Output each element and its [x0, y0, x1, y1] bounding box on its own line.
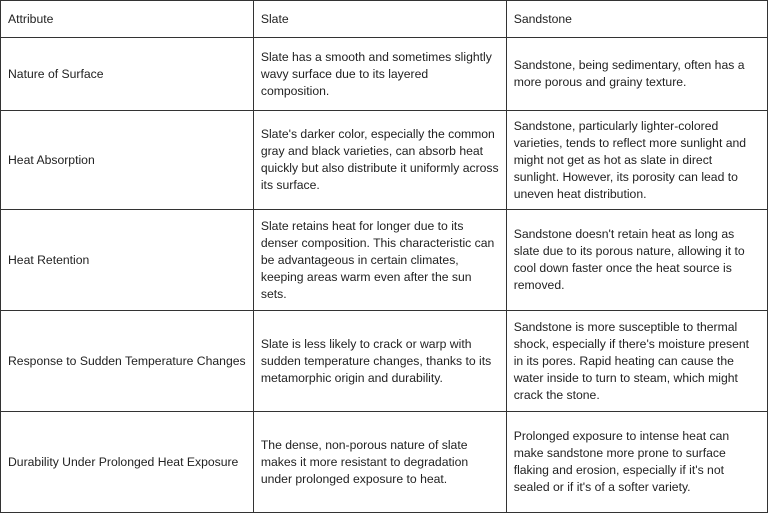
header-sandstone: Sandstone: [506, 1, 767, 38]
row-slate: The dense, non-porous nature of slate makes it more resistant to degradation under prolonged exposure to heat.: [253, 412, 506, 513]
table-header: [1, 1, 768, 38]
table-row: [1, 38, 768, 111]
row-sandstone: Sandstone, being sedimentary, often has a more porous and grainy texture.: [506, 38, 767, 111]
row-attribute: Durability Under Prolonged Heat Exposure: [1, 412, 254, 513]
header-row: [1, 1, 768, 38]
row-sandstone: Sandstone doesn't retain heat as long as slate due to its porous nature, allowing it to cool down faster once the heat source is removed.: [506, 210, 767, 311]
row-slate: Slate's darker color, especially the common gray and black varieties, can absorb heat quickly but also distribute it uniformly across its surface.: [253, 111, 506, 210]
row-sandstone: Sandstone, particularly lighter-colored varieties, tends to reflect more sunlight and might not get as hot as slate in direct sunlight. However, its porosity can lead to uneven heat distribution.: [506, 111, 767, 210]
row-attribute: Nature of Surface: [1, 38, 254, 111]
table-row: [1, 311, 768, 412]
table-row: [1, 111, 768, 210]
row-slate: Slate is less likely to crack or warp with sudden temperature changes, thanks to its metamorphic origin and durability.: [253, 311, 506, 412]
row-attribute: Heat Absorption: [1, 111, 254, 210]
header-slate: Slate: [253, 1, 506, 38]
table-row: [1, 210, 768, 311]
row-attribute: Response to Sudden Temperature Changes: [1, 311, 254, 412]
row-sandstone: Sandstone is more susceptible to thermal shock, especially if there's moisture present in its pores. Rapid heating can cause the water inside to turn to steam, which might crack the stone.: [506, 311, 767, 412]
header-attribute: Attribute: [1, 1, 254, 38]
table-row: [1, 412, 768, 513]
row-sandstone: Prolonged exposure to intense heat can make sandstone more prone to surface flaking and erosion, especially if it's not sealed or if it's of a softer variety.: [506, 412, 767, 513]
row-slate: Slate has a smooth and sometimes slightly wavy surface due to its layered composition.: [253, 38, 506, 111]
row-slate: Slate retains heat for longer due to its denser composition. This characteristic can be advantageous in certain climates, keeping areas warm even after the sun sets.: [253, 210, 506, 311]
table-body: [1, 38, 768, 513]
row-attribute: Heat Retention: [1, 210, 254, 311]
